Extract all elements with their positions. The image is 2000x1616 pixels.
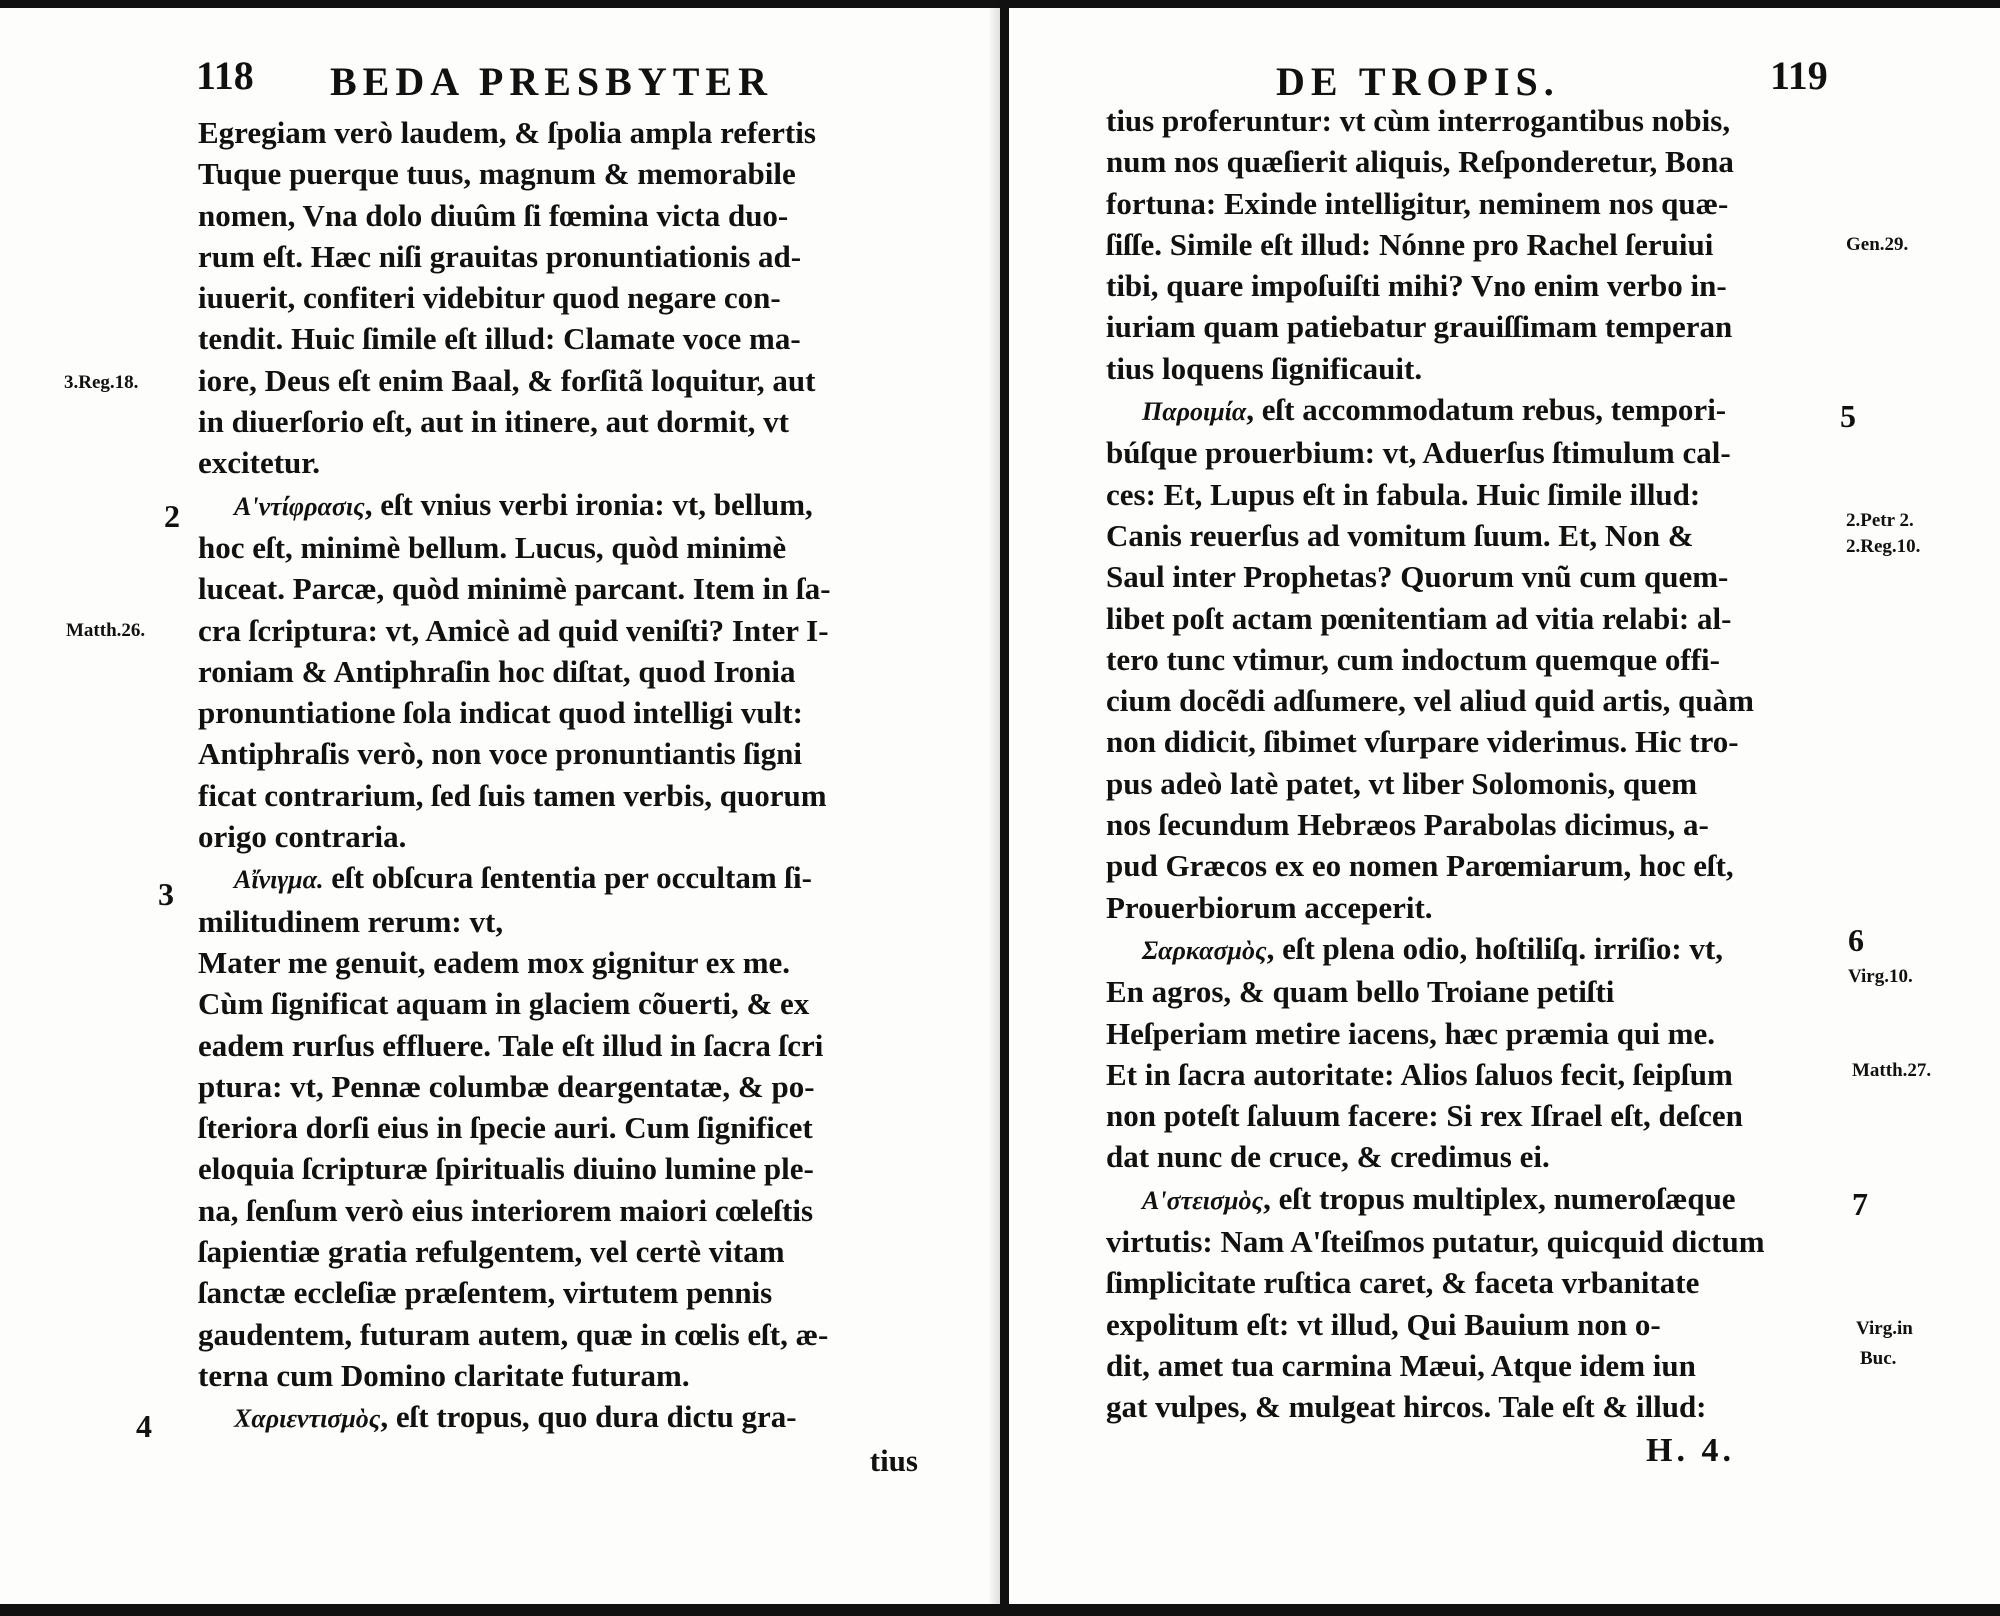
text-line: ficat contrarium, ſed ſuis tamen verbis, quorum <box>198 777 827 813</box>
text-line: iuuerit, confiteri videbitur quod negare con- <box>198 280 781 316</box>
section-5-first-line: Παροιμία, eſt accommodatum rebus, tempori- <box>1142 392 1727 428</box>
text-line: nomen, Vna dolo diuûm ſi fœmina victa duo- <box>198 197 789 233</box>
margin-number-2: 2 <box>164 498 180 534</box>
text-line: dit, amet tua carmina Mæui, Atque idem iun <box>1106 1347 1696 1383</box>
text-line: roniam & Antiphraſin hoc diſtat, quod Ironia <box>198 653 796 689</box>
greek-term-paroemia: Παροιμία <box>1142 397 1247 427</box>
text-line: ſteriora dorſi eius in ſpecie auri. Cum ſignificet <box>198 1110 813 1146</box>
left-text-block <box>198 112 918 1481</box>
text-line: Mater me genuit, eadem mox gignitur ex me. <box>198 944 791 980</box>
margin-note-gen: Gen.29. <box>1846 234 1909 255</box>
text-line: ces: Et, Lupus eſt in fabula. Huic ſimile illud: <box>1106 476 1701 512</box>
text-line: non didicit, ſibimet vſurpare viderimus. Hic tro- <box>1106 724 1739 760</box>
greek-term-aenigma: Αἴνιγμα. <box>234 865 324 895</box>
text-line: hoc eſt, minimè bellum. Lucus, quòd minimè <box>198 529 787 565</box>
margin-note-matth: Matth.27. <box>1852 1060 1932 1081</box>
section-7-first-line: Α'στεισμὸς, eſt tropus multiplex, numeroſæque <box>1142 1180 1736 1216</box>
text-line: Canis reuerſus ad vomitum ſuum. Et, Non & <box>1106 517 1694 553</box>
text-line: excitetur. <box>198 445 320 481</box>
text-line: tius <box>869 1442 918 1478</box>
greek-term-sarcasmos: Σαρκασμὸς <box>1142 935 1267 965</box>
text-line: tius loquens ſignificauit. <box>1106 350 1423 386</box>
greek-term-antiphrasis: Α'ντίφρασις <box>234 491 365 521</box>
text-line: iuriam quam patiebatur grauiſſimam temperan <box>1106 309 1733 345</box>
text-line: pud Græcos ex eo nomen Parœmiarum, hoc eſt, <box>1106 848 1734 884</box>
right-folio: 119 <box>1770 53 1828 98</box>
bottom-edge <box>0 1604 2000 1616</box>
text-line: terna cum Domino claritate futuram. <box>198 1357 690 1393</box>
text-line: Saul inter Prophetas? Quorum vnũ cum quem- <box>1106 559 1729 595</box>
book-gutter <box>1000 0 1009 1616</box>
text-line: expolitum eſt: vt illud, Qui Bauium non o- <box>1106 1306 1661 1342</box>
text-line: tero tunc vtimur, cum indoctum quemque offi- <box>1106 641 1720 677</box>
margin-note-petr: 2.Petr 2. <box>1846 510 1914 531</box>
text-line: tius proferuntur: vt cùm interrogantibus nobis, <box>1106 103 1731 138</box>
section-3-first-line: Αἴνιγμα. eſt obſcura ſententia per occultam ſi- <box>234 860 812 896</box>
margin-note-reg: 3.Reg.18. <box>64 372 139 393</box>
greek-term-charientismos: Χαριεντισμὸς <box>234 1404 381 1434</box>
margin-number-4: 4 <box>136 1408 152 1444</box>
text-line: eloquia ſcripturæ ſpiritualis diuino lumine ple- <box>198 1151 814 1187</box>
text-line: Heſperiam metire iacens, hæc præmia qui me. <box>1106 1015 1715 1051</box>
margin-note-matth: Matth.26. <box>66 620 146 641</box>
text-line: in diuerſorio eſt, aut in itinere, aut dormit, vt <box>198 404 789 440</box>
text-line: gaudentem, futuram autem, quæ in cœlis eſt, æ- <box>198 1316 829 1352</box>
text-line: libet poſt actam pœnitentiam ad vitia relabi: al- <box>1106 600 1732 636</box>
margin-number-6: 6 <box>1848 922 1864 958</box>
text-line: gat vulpes, & mulgeat hircos. Tale eſt & illud: <box>1106 1389 1707 1425</box>
text-line: tibi, quare impoſuiſti mihi? Vno enim verbo in- <box>1106 268 1727 304</box>
text-line: En agros, & quam bello Troiane petiſti <box>1106 974 1615 1010</box>
text-line: búſque prouerbium: vt, Aduerſus ſtimulum cal- <box>1106 435 1731 471</box>
text-line: Egregiam verò laudem, & ſpolia ampla refertis <box>198 115 816 150</box>
text-line: non poteſt ſaluum facere: Si rex Iſrael eſt, deſcen <box>1106 1098 1743 1134</box>
right-text-block <box>1106 100 1846 1428</box>
text-line: ſimplicitate ruſtica caret, & faceta vrbanitate <box>1106 1265 1700 1301</box>
gutter-shadow <box>988 0 1000 1616</box>
text-line: cra ſcriptura: vt, Amicè ad quid veniſti? Inter I- <box>198 612 829 648</box>
text-line: nos ſecundum Hebræos Parabolas dicimus, a- <box>1106 807 1709 843</box>
text-line: Antiphraſis verò, non voce pronuntiantis ſigni <box>198 736 803 772</box>
text-line: virtutis: Nam A'ſteiſmos putatur, quicquid dictum <box>1106 1224 1765 1260</box>
section-2-first-line: Α'ντίφρασις, eſt vnius verbi ironia: vt, bellum, <box>234 486 813 522</box>
text-line: militudinem rerum: vt, <box>198 903 504 939</box>
signature-mark: H. 4. <box>1646 1432 1735 1469</box>
margin-note-virg-in: Virg.in <box>1856 1318 1913 1339</box>
left-running-head: BEDA PRESBYTER <box>330 59 773 104</box>
text-line: ſiſſe. Simile eſt illud: Nónne pro Rachel ſeruiui <box>1106 226 1714 262</box>
greek-term-asteismos: Α'στεισμὸς <box>1142 1185 1264 1215</box>
margin-number-3: 3 <box>158 876 174 912</box>
section-4-first-line: Χαριεντισμὸς, eſt tropus, quo dura dictu gra- <box>234 1399 797 1435</box>
text-line: Et in ſacra autoritate: Alios ſaluos fecit, ſeipſum <box>1106 1056 1733 1092</box>
text-line: origo contraria. <box>198 819 407 855</box>
text-line: ſapientiæ gratia refulgentem, vel certè vitam <box>198 1234 785 1270</box>
left-folio: 118 <box>196 53 254 98</box>
text-line: dat nunc de cruce, & credimus ei. <box>1106 1139 1550 1175</box>
text-line: Cùm ſignificat aquam in glaciem cõuerti, & ex <box>198 986 810 1022</box>
text-line: fortuna: Exinde intelligitur, neminem nos quæ- <box>1106 185 1729 221</box>
text-line: pronuntiatione ſola indicat quod intelligi vult: <box>198 695 803 731</box>
margin-note-buc: Buc. <box>1860 1348 1897 1369</box>
text-line: Prouerbiorum acceperit. <box>1106 889 1433 925</box>
text-line: rum eſt. Hæc niſi grauitas pronuntiationis ad- <box>198 238 802 274</box>
section-6-first-line: Σαρκασμὸς, eſt plena odio, hoſtiliſq. irriſio: vt, <box>1142 930 1723 966</box>
text-line: ptura: vt, Pennæ columbæ deargentatæ, & po- <box>198 1068 815 1104</box>
text-line: luceat. Parcæ, quòd minimè parcant. Item in ſa- <box>198 571 831 607</box>
margin-note-reg: 2.Reg.10. <box>1846 536 1921 557</box>
text-line: cium docẽdi adſumere, vel aliud quid artis, quàm <box>1106 683 1754 719</box>
right-running-head: DE TROPIS. <box>1276 59 1560 104</box>
margin-number-7: 7 <box>1852 1186 1868 1222</box>
text-line: num nos quæſierit aliquis, Reſponderetur, Bona <box>1106 144 1734 180</box>
text-line: Tuque puerque tuus, magnum & memorabile <box>198 156 796 192</box>
text-line: na, ſenſum verò eius interiorem maiori cœleſtis <box>198 1192 814 1228</box>
text-line: eadem rurſus effluere. Tale eſt illud in ſacra ſcri <box>198 1027 824 1063</box>
text-line: iore, Deus eſt enim Baal, & forſitã loquitur, aut <box>198 362 816 398</box>
text-line: pus adeò latè patet, vt liber Solomonis, quem <box>1106 765 1698 801</box>
text-line: ſanctæ eccleſiæ præſentem, virtutem pennis <box>198 1275 773 1311</box>
text-line: tendit. Huic ſimile eſt illud: Clamate voce ma- <box>198 321 801 357</box>
margin-note-virg: Virg.10. <box>1848 966 1913 987</box>
margin-number-5: 5 <box>1840 398 1856 434</box>
